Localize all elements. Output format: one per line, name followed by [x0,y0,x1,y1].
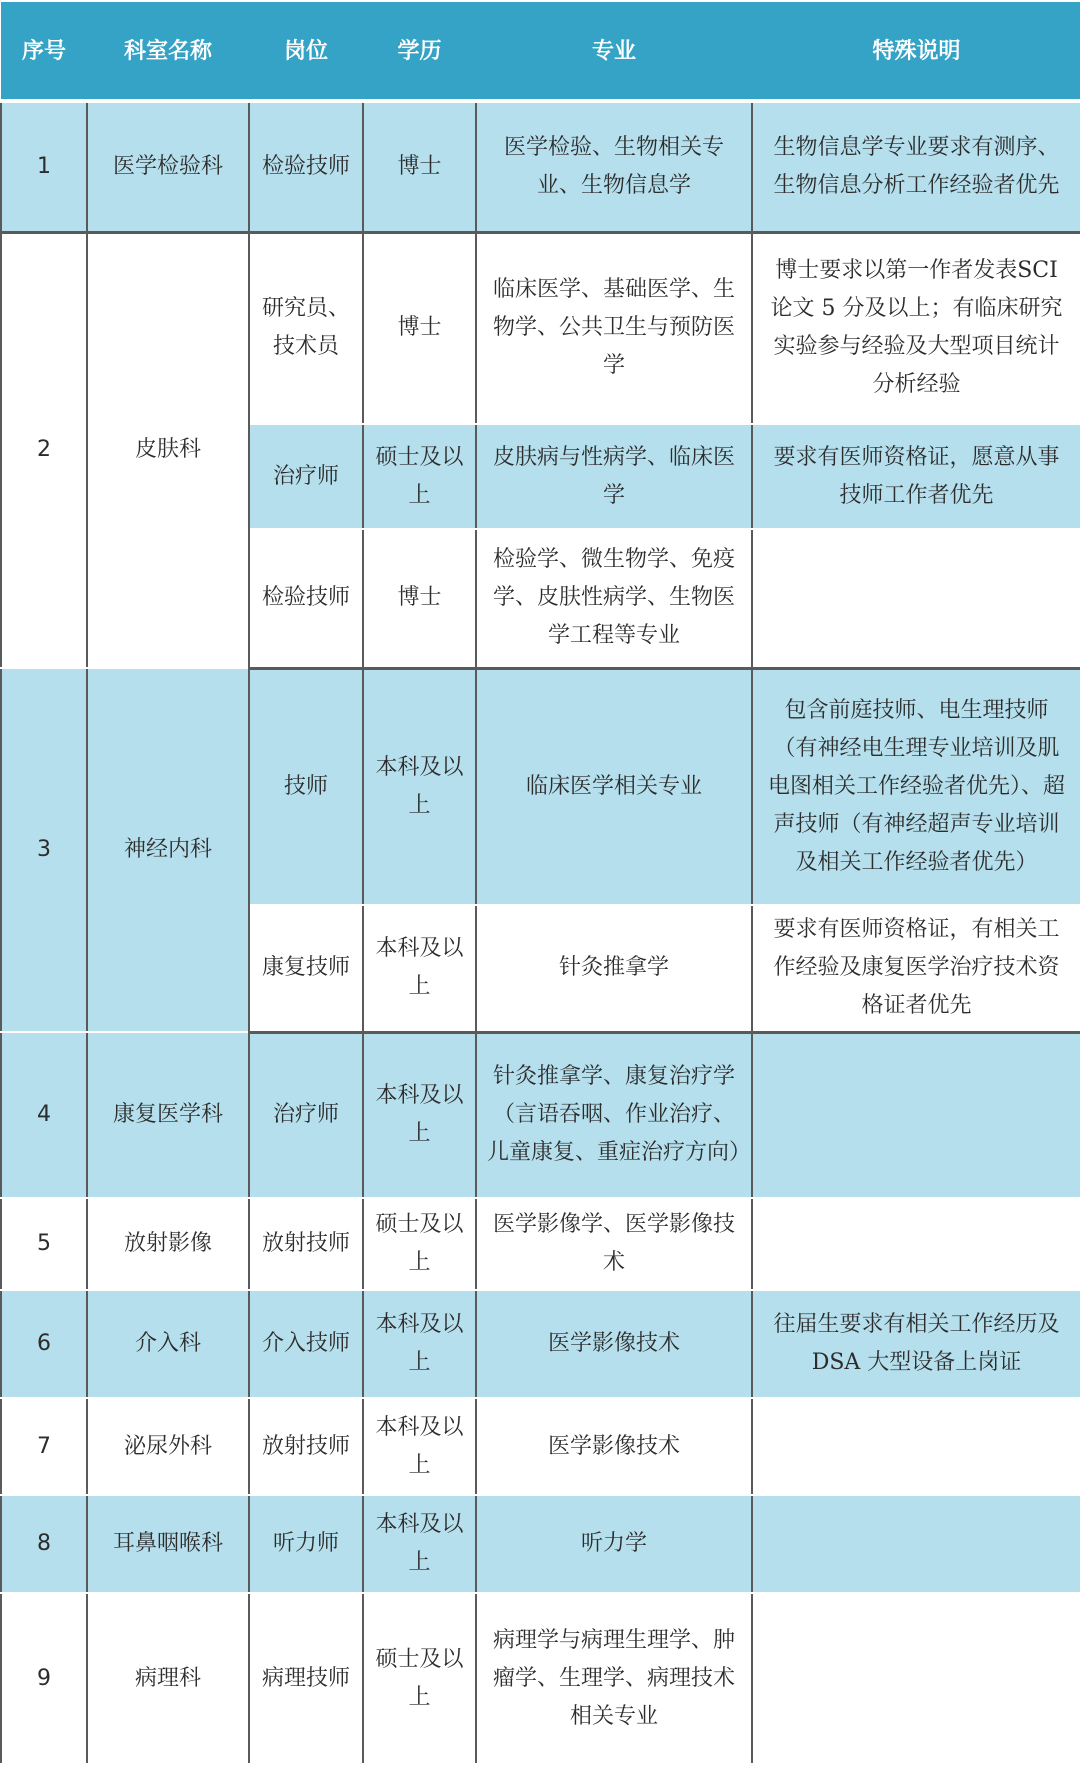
major: 检验学、微生物学、免疫学、皮肤性病学、生物医学工程等专业 [476,529,752,668]
header-major: 专业 [476,1,752,101]
dept-name: 介入科 [87,1290,249,1398]
post-name: 研究员、技术员 [249,232,363,424]
special-note [752,1593,1080,1764]
dept-name: 皮肤科 [87,232,249,668]
post-name: 听力师 [249,1495,363,1593]
education: 硕士及以上 [363,1593,476,1764]
post-name: 治疗师 [249,1032,363,1198]
special-note: 博士要求以第一作者发表SCI 论文 5 分及以上；有临床研究实验参与经验及大型项目统计分析经验 [752,232,1080,424]
header-post: 岗位 [249,1,363,101]
education: 本科及以上 [363,905,476,1032]
row-number: 9 [1,1593,87,1764]
post-name: 康复技师 [249,905,363,1032]
row-number: 5 [1,1198,87,1290]
post-name: 技师 [249,668,363,905]
education: 本科及以上 [363,1495,476,1593]
special-note [752,1398,1080,1495]
header-num: 序号 [1,1,87,101]
table-row [1,101,1080,232]
major: 医学影像技术 [476,1290,752,1398]
header-dept: 科室名称 [87,1,249,101]
education: 硕士及以上 [363,424,476,529]
major: 医学影像技术 [476,1398,752,1495]
table-row [1,1198,1080,1290]
header-note: 特殊说明 [752,1,1080,101]
special-note [752,529,1080,668]
education: 硕士及以上 [363,1198,476,1290]
table-row [1,1032,1080,1198]
major: 医学检验、生物相关专业、生物信息学 [476,101,752,232]
table-row [1,1495,1080,1593]
dept-name: 耳鼻咽喉科 [87,1495,249,1593]
row-number: 8 [1,1495,87,1593]
header-edu: 学历 [363,1,476,101]
education: 博士 [363,232,476,424]
education: 博士 [363,101,476,232]
post-name: 检验技师 [249,101,363,232]
special-note: 往届生要求有相关工作经历及 DSA 大型设备上岗证 [752,1290,1080,1398]
major: 针灸推拿学 [476,905,752,1032]
row-number: 3 [1,668,87,1032]
post-name: 检验技师 [249,529,363,668]
dept-name: 病理科 [87,1593,249,1764]
special-note: 生物信息学专业要求有测序、生物信息分析工作经验者优先 [752,101,1080,232]
table-row [1,232,1080,424]
major: 听力学 [476,1495,752,1593]
major: 医学影像学、医学影像技术 [476,1198,752,1290]
education: 本科及以上 [363,1032,476,1198]
special-note [752,1495,1080,1593]
major: 皮肤病与性病学、临床医学 [476,424,752,529]
table-row [1,1290,1080,1398]
post-name: 介入技师 [249,1290,363,1398]
special-note: 包含前庭技师、电生理技师（有神经电生理专业培训及肌电图相关工作经验者优先）、超声技师（有神经超声专业培训及相关工作经验者优先） [752,668,1080,905]
dept-name: 放射影像 [87,1198,249,1290]
special-note [752,1032,1080,1198]
dept-name: 神经内科 [87,668,249,1032]
special-note: 要求有医师资格证，有相关工作经验及康复医学治疗技术资格证者优先 [752,905,1080,1032]
row-number: 7 [1,1398,87,1495]
education: 博士 [363,529,476,668]
special-note [752,1198,1080,1290]
table-row [1,1398,1080,1495]
header-row [1,1,1080,101]
row-number: 2 [1,232,87,668]
education: 本科及以上 [363,1398,476,1495]
education: 本科及以上 [363,1290,476,1398]
table-row [1,1593,1080,1764]
major: 针灸推拿学、康复治疗学（言语吞咽、作业治疗、儿童康复、重症治疗方向） [476,1032,752,1198]
education: 本科及以上 [363,668,476,905]
post-name: 放射技师 [249,1198,363,1290]
dept-name: 泌尿外科 [87,1398,249,1495]
row-number: 1 [1,101,87,232]
table-row [1,668,1080,905]
dept-name: 康复医学科 [87,1032,249,1198]
post-name: 治疗师 [249,424,363,529]
special-note: 要求有医师资格证，愿意从事技师工作者优先 [752,424,1080,529]
post-name: 放射技师 [249,1398,363,1495]
major: 病理学与病理生理学、肿瘤学、生理学、病理技术相关专业 [476,1593,752,1764]
major: 临床医学相关专业 [476,668,752,905]
row-number: 4 [1,1032,87,1198]
major: 临床医学、基础医学、生物学、公共卫生与预防医学 [476,232,752,424]
row-number: 6 [1,1290,87,1398]
dept-name: 医学检验科 [87,101,249,232]
post-name: 病理技师 [249,1593,363,1764]
